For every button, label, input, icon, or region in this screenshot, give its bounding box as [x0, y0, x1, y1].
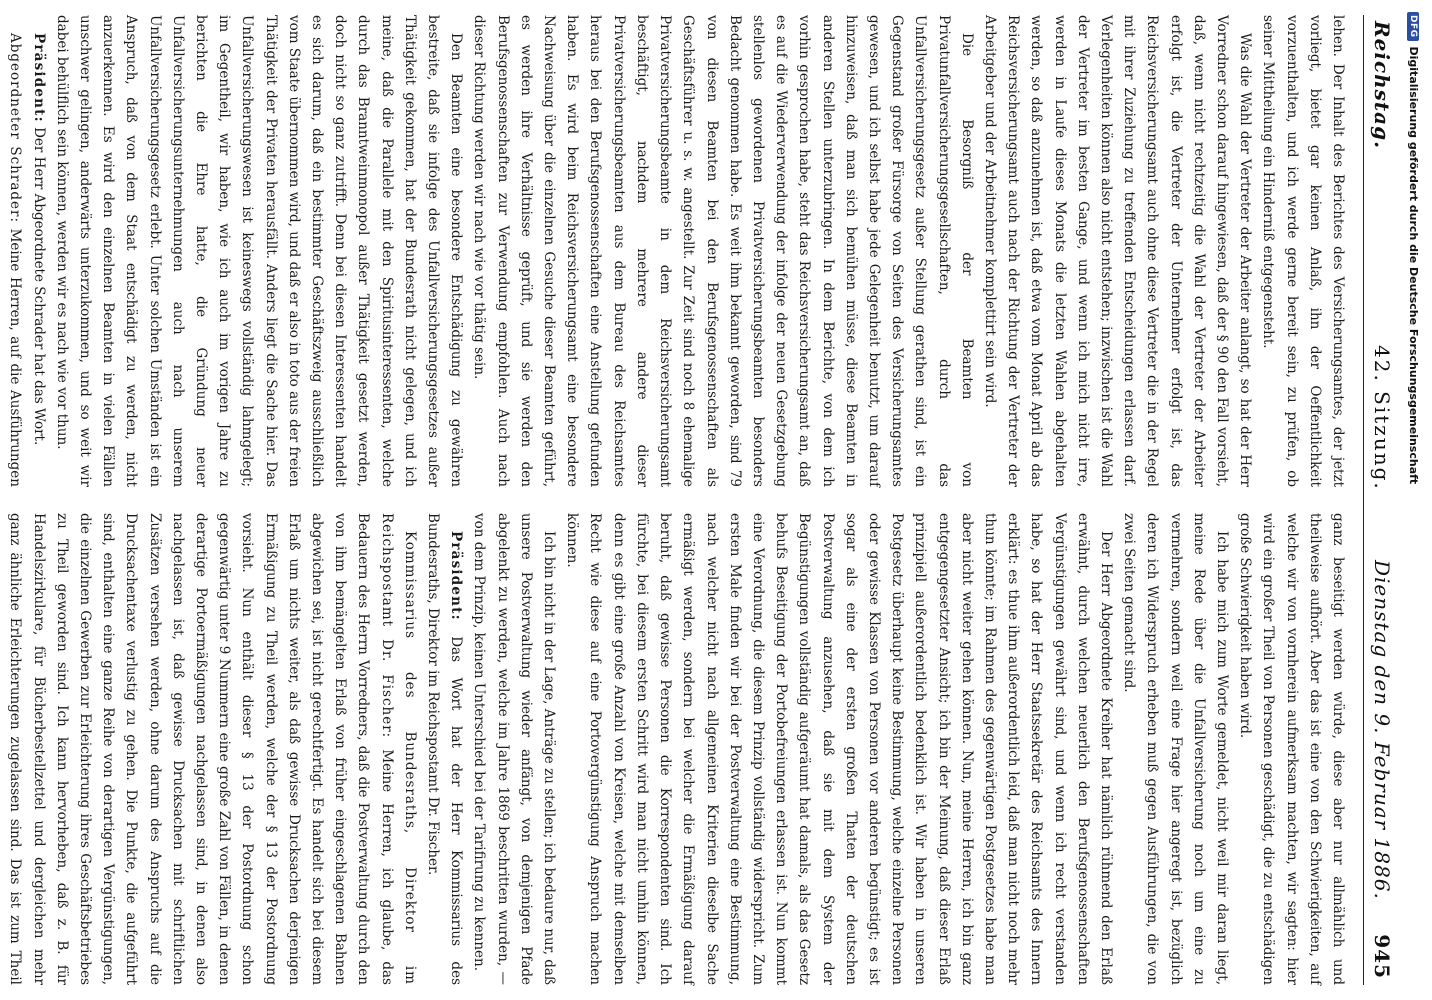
- paragraph: Den Beamten eine besondere Entschädigung zu gewähren bestreite, daß sie infolge des Unfallversicherungsgesetzes außer Thätigkeit gekommen, hat der Bundesrath nicht gelegen, und ich meine, daß die Parallele mit den Spiritusinteressenten, welche durch das Branntweinmonopol außer Thätigkeit gesetzt werden, doch nicht so ganz zutrifft. Denn bei diesen Interessenten handelt es sich darum, daß ein bestimmter Geschäftszweig ausschließlich vom Staate übernommen wird, und daß er also in toto aus der freien Thätigkeit der Privaten herausfällt. Anders liegt die Sache hier. Das Unfallversicherungswesen ist keineswegs vollständig lahmgelegt; im Gegentheil, wir haben, wie ich auch im vorigen Jahre zu berichten die Ehre hatte, die Gründung neuer Unfallversicherungsunternehmungen auch nach unserem Unfallversicherungsgesetz erlebt. Unter solchen Umständen ist ein Anspruch, daß von dem Staat entschädigt zu werden, nicht anzuerkennen. Es wird den einzelnen Beamten in vielen Fällen unschwer gelingen, anderwärts unterzukommen, und so weit wir dabei behülflich sein können, werden wir es nach wie vor thun.: [53, 15, 465, 487]
- paragraph: ganz beseitigt werden würde, diese aber nur allmählich und theilweise aufhört. Aber das ist eine von den Schwierigkeiten, auf welche wir von vornherein aufmerksam machten, wir sagten: hier wird ein großer Theil von Personen geschädigt, die zu entschädigen große Schwierigkeit haben wird.: [1237, 513, 1346, 985]
- header-date-line: Dienstag den 9. Februar 1886.: [1370, 560, 1394, 900]
- dfg-logo: DFG: [1408, 12, 1420, 41]
- scanned-page: [7, 5, 1420, 995]
- speech-text: Das Wort hat der Herr Kommissarius des Bundesraths, Direktor im Reichspostamt Dr. Fischer.: [425, 513, 465, 985]
- text-columns: [7, 15, 1363, 985]
- speaker-label: Präsident:: [448, 531, 465, 621]
- paragraph: Die Besorgniß der Beamten von Privatunfallversicherungsgesellschaften, durch das Unfallversicherungsgesetz außer Stellung gerathen sind, ist ein Gegenstand großer Fürsorge von Seiten des Versicherungsamtes gewesen, und ich selbst habe jede Gelegenheit benutzt, um darauf hinzuweisen, daß man sich bemühen müsse, diese Beamten in anderen Stellen unterzubringen. In dem Berichte, von dem ich vorhin gesprochen habe, steht das Reichsversicherungsamt an, daß es auf die Wiederverwendung der infolge der neuen Gesetzgebung stellenlos gewordenen Privatversicherungsbeamten besonders Bedacht genommen habe. Es weit ihm bekannt geworden, sind 79 von diesen Beamten bei den Berufsgenossenschaften als Geschäftsführer u. s. w. angestellt. Zur Zeit sind noch 8 ehemalige Privatversicherungsbeamte in dem Reichsversicherungsamt beschäftigt, nachdem mehrere andere dieser Privatversicherungsbeamten aus dem Bureau des Reichsamtes heraus bei den Berufsgenossenschaften eine Anstellung gefunden haben. Es wird beim Reichsversicherungsamt eine besondere Nachweisung über die einzelnen Gesuche dieser Beamten geführt, es werden ihre Verhältnisse geprüft, und sie werden den Berufsgenossenschaften zur Verwendung empfohlen. Auch nach dieser Richtung werden wir nach wie vor thätig sein.: [471, 15, 975, 487]
- speaker-label: Kommissarius des Bundesraths, Direktor im Reichspostamt Dr. Fischer:: [378, 513, 418, 985]
- speaker-paragraph: [0, 513, 421, 985]
- speaker-paragraph: [0, 15, 26, 487]
- digitization-note: [1407, 12, 1420, 484]
- speaker-paragraph: [421, 513, 467, 985]
- speaker-paragraph: [26, 15, 49, 487]
- paragraph: Ich habe mich zum Worte gemeldet, nicht weil mir daran liegt, meine Rede über die Unfallversicherung noch um eine zu vermehren, sondern weil eine Frage hier angeregt ist, bezüglich deren ich Widerspruch erheben muß gegen Ausführungen, die von zwei Seiten gemacht sind.: [1121, 513, 1230, 985]
- paragraph: Ich bin nicht in der Lage, Anträge zu stellen; ich bedaure nur, daß unsere Postverwaltung wieder anfängt, von demjenigen Pfade abgelenkt zu werden, welche im Jahre 1869 beschritten wurden, — von dem Prinzip, keinen Unterschied bei der Tarifirung zu kennen.: [471, 513, 558, 985]
- speaker-label: Präsident:: [30, 33, 47, 123]
- paragraph: Was die Wahl der Vertreter der Arbeiter anlangt, so hat der Herr Vorredner schon darauf hingewiesen, daß der § 90 den Fall vorsieht, daß, wenn nicht rechtzeitig die Wahl der Vertreter der Arbeiter erfolgt ist, die Vertreter der Unternehmer erfolgt ist, das Reichsversicherungsamt auch ohne diese Vertreter die in der Regel mit ihrer Zuziehung zu treffenden Entscheidungen erlassen darf. Verlegenheiten können also nicht entstehen; inzwischen ist die Wahl der Vertreter im besten Gange, und wenn ich mich nicht irre, werden in Laufe dieses Monats die letzten Wahlen abgehalten werden, so daß anzunehmen ist, daß etwa vom Monat April ab das Reichsversicherungsamt auch nach der Richtung der Vertreter der Arbeitgeber und der Arbeitnehmer komplettirt sein wird.: [981, 15, 1254, 487]
- left-column: [7, 15, 1349, 487]
- digitization-note-text: Digitalisierung gefördert durch die Deutsche Forschungsgemeinschaft: [1407, 46, 1420, 485]
- paragraph: lehen. Der Inhalt des Berichtes des Versicherungsamtes, der jetzt vorliegt, bietet gar keinen Anlaß, ihn der Oeffentlichkeit vorzuenthalten, und ich werde gerne bereit sein, zu prüfen, ob seiner Mittheilung ein Hinderniß entgegensteht.: [1260, 15, 1346, 487]
- header-left-title: Reichstag.: [1370, 21, 1394, 150]
- header-page-number: 945: [1370, 934, 1394, 979]
- speech-text: Der Herr Abgeordnete Schrader hat das Wort.: [30, 127, 47, 446]
- speech-text: Meine Herren, auf die Ausführungen: [7, 228, 24, 487]
- right-column: [7, 513, 1349, 985]
- speaker-label: Abgeordneter Schrader:: [7, 33, 24, 224]
- speech-text: Meine Herren, ich glaube, das Bedauern des Herrn Vorredners, daß die Postverwaltung durch den von ihm bemängelten Erlaß von früher eingeschlagenen Bahnen abgewichen sei, ist nicht gerechtfertigt. Es handelt sich bei diesem Erlaß um nichts weiter, als daß gewisse Drucksachen derjenigen Ermäßigung zu Theil werden, welche der § 13 der Postordnung vorsieht. Nun enthält dieser § 13 der Postordnung schon gegenwärtig unter 9 Nummern eine große Zahl von Fällen, in denen derartige Portoermäßigungen nachgelassen sind, in denen also nachgelassen ist, daß gewisse Drucksachen mit schriftlichen Zusätzen versehen werden, ohne darum des Anspruchs auf die Drucksachentaxe verlustig zu gehen. Die Punkte, die aufgeführt sind, enthalten eine ganze Reihe von derartigen Vergünstigungen, die einzelnen Gewerben zur Erleichterung ihres Geschäftsbetriebes zu Theil geworden sind. Ich kann hervorheben, daß z. B. für Handelszirkulare, für Bücherbestellzettel und dergleichen mehr ganz ähnliche Erleichterungen zugelassen sind. Das ist zum Theil: [7, 513, 395, 985]
- header-session: 42. Sitzung.: [1370, 345, 1394, 491]
- paragraph: Der Herr Abgeordnete Kreiher hat nämlich rühmend den Erlaß erwähnt, durch welchen neuerlich den Berufsgenossenschaften Vergünstigungen gewährt sind, und wenn ich recht verstanden habe, so hat der Herr Staatssekretär des Reichsamts des Innern erklärt: es thue ihm außerordentlich leid, daß man nicht noch mehr thun könnte; im Rahmen des gegenwärtigen Postgesetzes habe man aber nicht weiter gehen können. Nun, meine Herren, ich bin ganz entgegengesetzter Ansicht; ich bin der Meinung, daß dieser Erlaß prinzipiell außerordentlich bedenklich ist. Wir haben in unseren Postgesetz überhaupt keine Bestimmung, welche einzelne Personen oder gewisse Klassen von Personen vor anderen begünstigt; es ist sogar als eine der ersten großen Thaten der deutschen Postverwaltung anzusehen, daß sie mit dem System der Begünstigungen vollständig aufgeräumt hat damals, als das Gesetz behufs Beseitigung der Portobefreiungen erlassen ist. Nun kommt eine Verordnung, die diesem Prinzip vollständig widerspricht. Zum ersten Male finden wir bei der Postverwaltung eine Bestimmung, nach welcher nicht nach allgemeinen Kriterien dieselbe Sache ermäßigt werden, sondern bei welcher die Ermäßigung darauf beruht, daß gewisse Personen die Korrespondenten sind. Ich fürchte, bei diesem ersten Schritt wird man nicht umhin können, denn es gibt eine große Anzahl von Kreisen, welche mit demselben Recht wie diese auf eine Portovergünstigung Anspruch machen können.: [564, 513, 1114, 985]
